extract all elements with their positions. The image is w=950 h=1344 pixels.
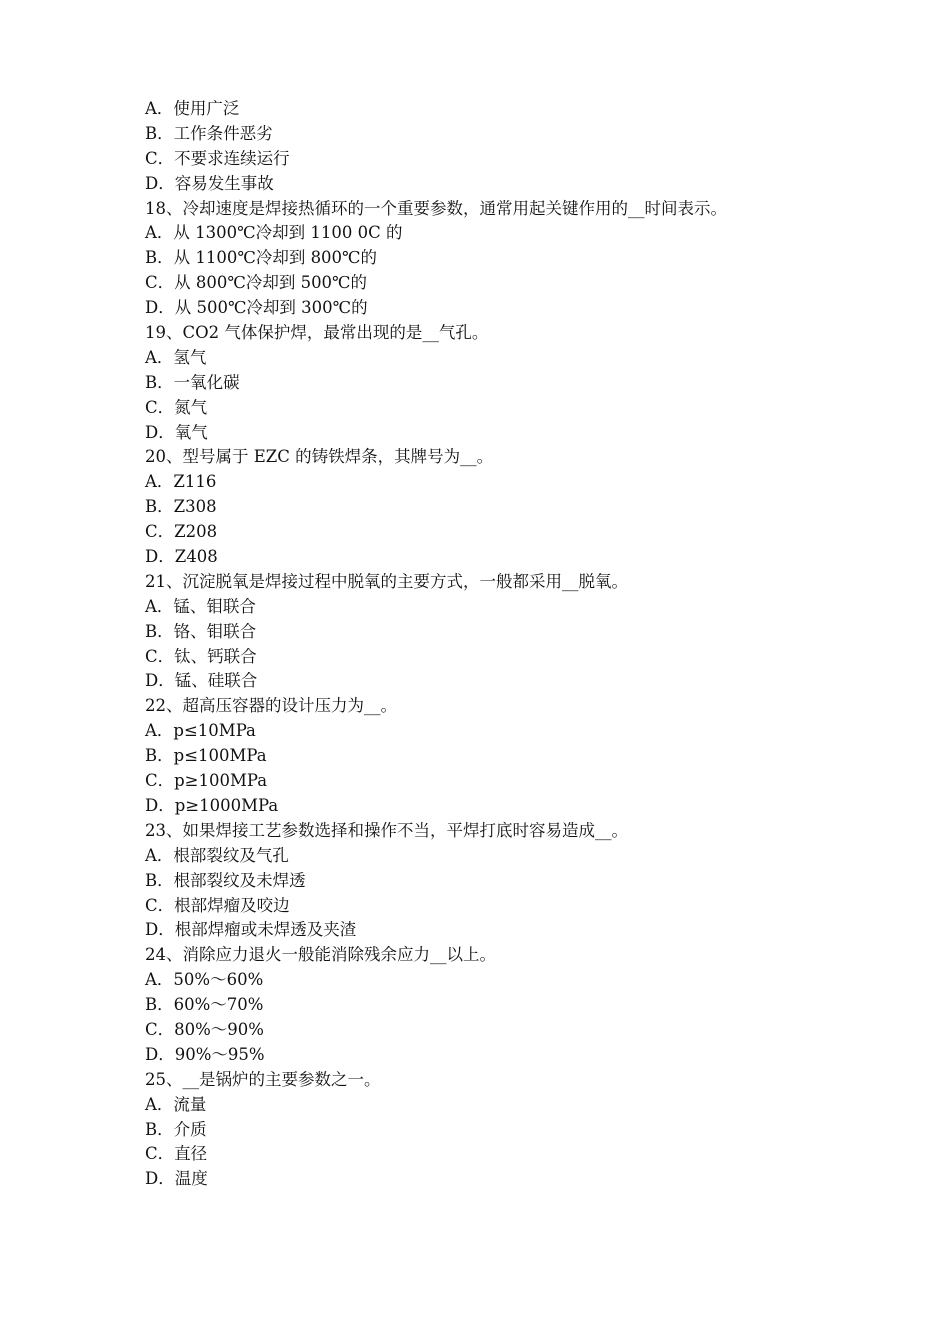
option-line: B．工作条件恶劣	[145, 123, 273, 143]
option-line: B．60%～70%	[145, 995, 264, 1015]
option-line: A．氢气	[145, 347, 207, 367]
option-line: C．氮气	[145, 397, 208, 417]
option-line: D．锰、硅联合	[145, 671, 258, 691]
option-line: C．钛、钙联合	[145, 646, 257, 666]
option-line: C．Z208	[145, 522, 218, 542]
option-line: C．直径	[145, 1144, 208, 1164]
option-line: A．流量	[145, 1094, 207, 1114]
option-line: A．p≤10MPa	[145, 721, 256, 741]
option-line: D．温度	[145, 1169, 208, 1189]
option-line: D．p≥1000MPa	[145, 795, 279, 815]
option-line: C．根部焊瘤及咬边	[145, 895, 290, 915]
option-line: B．从 1100℃冷却到 800℃的	[145, 248, 378, 268]
question-24: 24、消除应力退火一般能消除残余应力__以上。	[145, 945, 496, 965]
question-18: 18、冷却速度是焊接热循环的一个重要参数，通常用起关键作用的__时间表示。	[145, 198, 727, 218]
option-line: A．50%～60%	[145, 970, 264, 990]
option-line: B．铬、钼联合	[145, 621, 257, 641]
option-line: B．根部裂纹及未焊透	[145, 870, 306, 890]
option-line: A．锰、钼联合	[145, 596, 256, 616]
option-line: D．氧气	[145, 422, 208, 442]
option-line: D．Z408	[145, 547, 218, 567]
option-line: A．根部裂纹及气孔	[145, 845, 289, 865]
option-line: B．Z308	[145, 497, 217, 517]
document-page	[145, 97, 835, 1192]
option-line: A．使用广泛	[145, 99, 240, 118]
option-line: A．Z116	[145, 472, 217, 492]
option-line: D．从 500℃冷却到 300℃的	[145, 298, 368, 318]
option-line: B．介质	[145, 1119, 207, 1139]
option-line: B．一氧化碳	[145, 372, 240, 392]
question-21: 21、沉淀脱氧是焊接过程中脱氧的主要方式，一般都采用__脱氧。	[145, 571, 628, 591]
option-line: D．容易发生事故	[145, 173, 274, 193]
question-25: 25、__是锅炉的主要参数之一。	[145, 1069, 381, 1089]
option-line: C．不要求连续运行	[145, 148, 290, 168]
option-line: C．从 800℃冷却到 500℃的	[145, 273, 368, 293]
question-20: 20、型号属于 EZC 的铸铁焊条，其牌号为__。	[145, 447, 494, 467]
question-19: 19、CO2 气体保护焊，最常出现的是__气孔。	[145, 323, 489, 343]
question-22: 22、超高压容器的设计压力为__。	[145, 696, 397, 716]
option-line: B．p≤100MPa	[145, 746, 267, 766]
option-line: C．p≥100MPa	[145, 771, 268, 791]
option-line: A．从 1300℃冷却到 1100 0C 的	[145, 223, 403, 243]
question-23: 23、如果焊接工艺参数选择和操作不当，平焊打底时容易造成__。	[145, 820, 628, 840]
option-line: D．根部焊瘤或未焊透及夹渣	[145, 920, 357, 940]
option-line: D．90%～95%	[145, 1044, 265, 1064]
option-line: C．80%～90%	[145, 1019, 264, 1039]
